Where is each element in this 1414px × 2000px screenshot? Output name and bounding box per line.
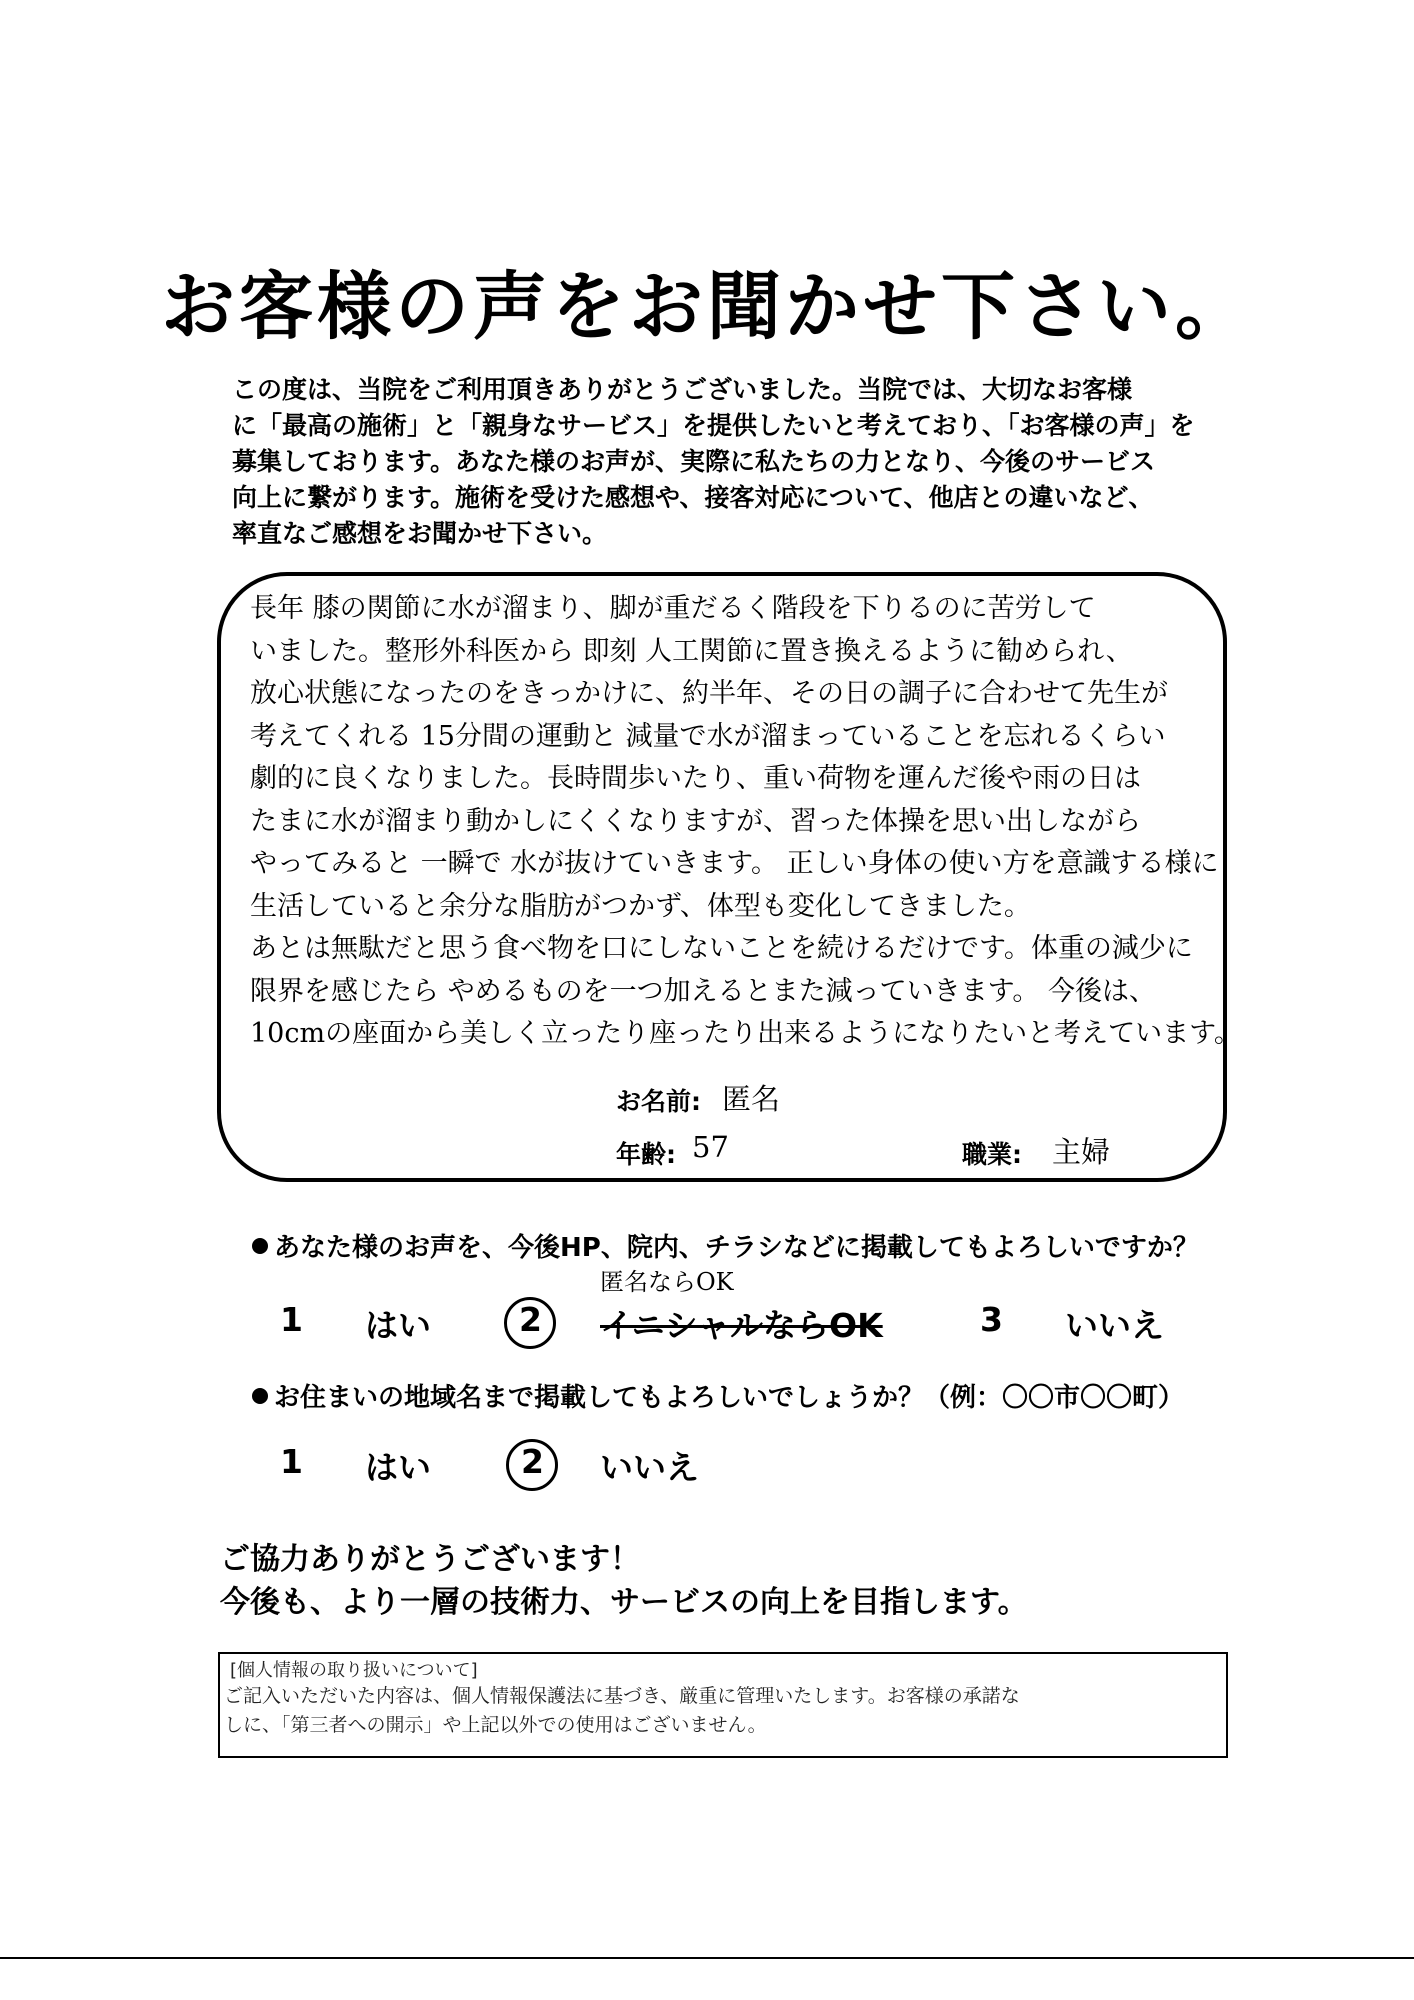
testimonial-line: あとは無駄だと思う食べ物を口にしないことを続けるだけです。体重の減少に xyxy=(250,933,1193,964)
q1-option-3-number[interactable]: 3 xyxy=(980,1300,1003,1339)
testimonial-line: 劇的に良くなりました。長時間歩いたり、重い荷物を運んだ後や雨の日は xyxy=(250,763,1141,794)
bottom-divider xyxy=(0,1957,1414,1959)
name-label: お名前: xyxy=(616,1087,701,1116)
intro-paragraph xyxy=(232,372,1212,552)
q1-option-1-label[interactable]: はい xyxy=(365,1306,431,1345)
intro-line: この度は、当院をご利用頂きありがとうございました。当院では、大切なお客様 xyxy=(232,375,1133,404)
age-value: 57 xyxy=(692,1130,729,1164)
name-value: 匿名 xyxy=(722,1082,781,1116)
testimonial-line: やってみると 一瞬で 水が抜けていきます。 正しい身体の使い方を意識する様に xyxy=(250,848,1219,879)
testimonial-line: たまに水が溜まり動かしにくくなりますが、習った体操を思い出しながら xyxy=(250,805,1141,837)
intro-line: に「最高の施術」と「親身なサービス」を提供したいと考えており、「お客様の声」を xyxy=(232,411,1195,440)
q2-option-1-label[interactable]: はい xyxy=(365,1448,431,1487)
testimonial-line: 生活していると余分な脂肪がつかず、体型も変化してきました。 xyxy=(250,890,1031,922)
testimonial-line: 考えてくれる 15分間の運動と 減量で水が溜まっていることを忘れるくらい xyxy=(250,720,1166,752)
privacy-text xyxy=(224,1682,1220,1740)
bullet-icon xyxy=(252,1238,268,1254)
q1-question-text: あなた様のお声を、今後HP、院内、チラシなどに掲載してもよろしいですか？ xyxy=(274,1233,1199,1263)
testimonial-line: いました。整形外科医から 即刻 人工関節に置き換えるように勧められ、 xyxy=(250,635,1133,667)
privacy-line: ご記入いただいた内容は、個人情報保護法に基づき、厳重に管理いたします。お客様の承諾な xyxy=(224,1685,1020,1707)
testimonial-line: 放心状態になったのをきっかけに、約半年、その日の調子に合わせて先生が xyxy=(250,678,1168,709)
job-value: 主婦 xyxy=(1052,1135,1111,1169)
bullet-icon xyxy=(252,1388,268,1404)
age-label: 年齢: xyxy=(616,1140,676,1169)
testimonial-line: 長年 膝の関節に水が溜まり、脚が重だるく階段を下りるのに苦労して xyxy=(250,593,1096,624)
privacy-line: しに、「第三者への開示」や上記以外での使用はございません。 xyxy=(224,1714,767,1736)
testimonial-line: 限界を感じたら やめるものを一つ加えるとまた減っていきます。 今後は、 xyxy=(250,975,1157,1007)
q2-option-1-number[interactable]: 1 xyxy=(280,1442,303,1481)
intro-line: 向上に繋がります。施術を受けた感想や、接客対応について、他店との違いなど、 xyxy=(232,483,1154,512)
q2-question-text: お住まいの地域名まで掲載してもよろしいでしょうか？（例：〇〇市〇〇町） xyxy=(274,1383,1185,1413)
q1-question xyxy=(252,1227,1199,1264)
q2-question xyxy=(252,1377,1184,1414)
thanks-line-2: 今後も、より一層の技術力、サービスの向上を目指します。 xyxy=(220,1585,1028,1620)
q2-option-2-number[interactable]: 2 xyxy=(521,1442,544,1481)
q1-option-2-number[interactable]: 2 xyxy=(519,1300,542,1339)
q1-handwritten-annotation: 匿名ならOK xyxy=(600,1268,734,1296)
thanks-line-1: ご協力ありがとうございます！ xyxy=(220,1542,640,1577)
intro-line: 率直なご感想をお聞かせ下さい。 xyxy=(232,519,608,548)
intro-line: 募集しております。あなた様のお声が、実際に私たちの力となり、今後のサービス xyxy=(232,447,1156,476)
testimonial-line: 10cmの座面から美しく立ったり座ったり出来るようになりたいと考えています。 xyxy=(250,1018,1241,1049)
q1-option-2-label[interactable]: イニシャルならOK xyxy=(600,1306,883,1345)
q1-option-1-number[interactable]: 1 xyxy=(280,1300,303,1339)
page-title: お客様の声をお聞かせ下さい。 xyxy=(161,264,1253,350)
privacy-title: [個人情報の取り扱いについて] xyxy=(230,1660,478,1681)
q2-option-2-label[interactable]: いいえ xyxy=(600,1448,699,1487)
job-label: 職業: xyxy=(962,1140,1022,1169)
testimonial-text xyxy=(250,588,1241,1056)
q1-option-3-label[interactable]: いいえ xyxy=(1065,1306,1164,1345)
